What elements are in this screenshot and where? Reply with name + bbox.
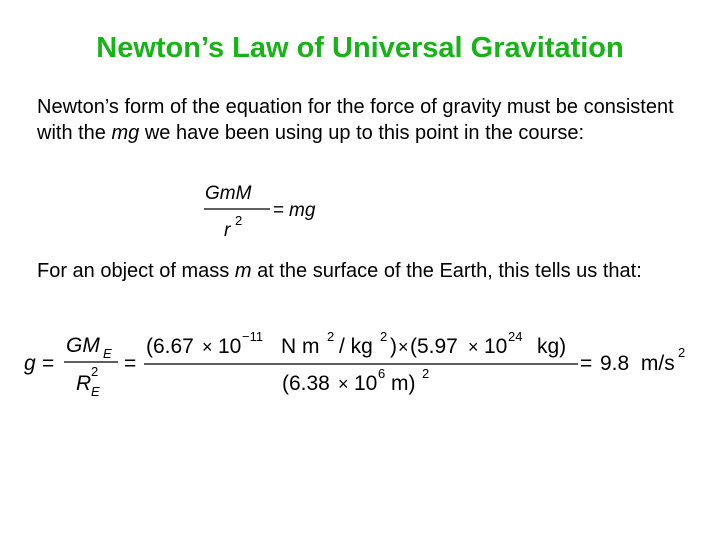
eq2-num-h: kg) — [537, 335, 567, 358]
eq2-result: 9.8 m/s — [600, 352, 675, 375]
eq2-times-3: × — [468, 337, 479, 357]
eq1-denominator-power: 2 — [235, 213, 243, 228]
eq1-numerator: GmM — [205, 183, 252, 204]
eq2-exp-2: 2 — [327, 329, 335, 344]
surface-text-start: For an object of mass — [37, 260, 235, 282]
surface-paragraph — [37, 258, 697, 284]
eq2-times-4: × — [338, 374, 349, 394]
eq2-exp-5: 6 — [378, 366, 386, 381]
surface-emphasis-m: m — [234, 260, 252, 282]
eq2-times-2: × — [398, 337, 409, 357]
intro-text-end: we have been using up to this point in the course: — [139, 122, 585, 144]
eq1-equals: = — [273, 200, 285, 221]
eq2-frac1-numerator: GM — [66, 334, 100, 357]
eq2-exp-3: 2 — [380, 329, 388, 344]
eq2-den-c: m) — [391, 372, 416, 395]
eq2-equals-3: = — [580, 352, 593, 375]
eq2-times-1: × — [202, 337, 213, 357]
eq2-den-a: (6.38 — [282, 372, 330, 395]
eq2-exp-6: 2 — [422, 366, 430, 381]
eq2-frac1-denominator: R — [76, 372, 92, 395]
eq2-num-a: (6.67 — [146, 335, 194, 358]
equation-newton-mg — [200, 178, 350, 244]
intro-emphasis-mg: mg — [111, 122, 140, 144]
eq2-num-c: N m — [281, 335, 320, 358]
eq2-frac1-den-sub: E — [91, 384, 100, 399]
eq2-exp-4: 24 — [508, 329, 523, 344]
intro-paragraph — [37, 94, 697, 146]
eq2-den-b: 10 — [354, 372, 378, 395]
intro-text-start: Newton’s form of the equation for the force of gravity must be consistent with the — [37, 96, 674, 144]
eq2-num-g: 10 — [484, 335, 508, 358]
eq1-denominator: r — [224, 220, 231, 241]
eq2-num-b: 10 — [218, 335, 242, 358]
eq2-num-e: ) — [390, 335, 397, 358]
equation-surface-gravity — [22, 324, 712, 404]
eq1-rhs: mg — [289, 200, 316, 221]
surface-text-end: at the surface of the Earth, this tells us that: — [251, 260, 642, 282]
eq2-num-d: / kg — [339, 335, 373, 358]
eq2-result-exp: 2 — [678, 345, 686, 360]
eq2-equals-1: = — [42, 352, 55, 375]
slide-title: Newton’s Law of Universal Gravitation — [96, 32, 624, 64]
eq2-frac1-den-sup: 2 — [91, 364, 99, 379]
eq2-num-f: (5.97 — [410, 335, 458, 358]
eq2-lhs: g — [24, 352, 36, 375]
eq2-equals-2: = — [124, 352, 137, 375]
eq2-frac1-numerator-sub: E — [103, 346, 112, 361]
eq2-exp-1: −11 — [242, 329, 264, 344]
